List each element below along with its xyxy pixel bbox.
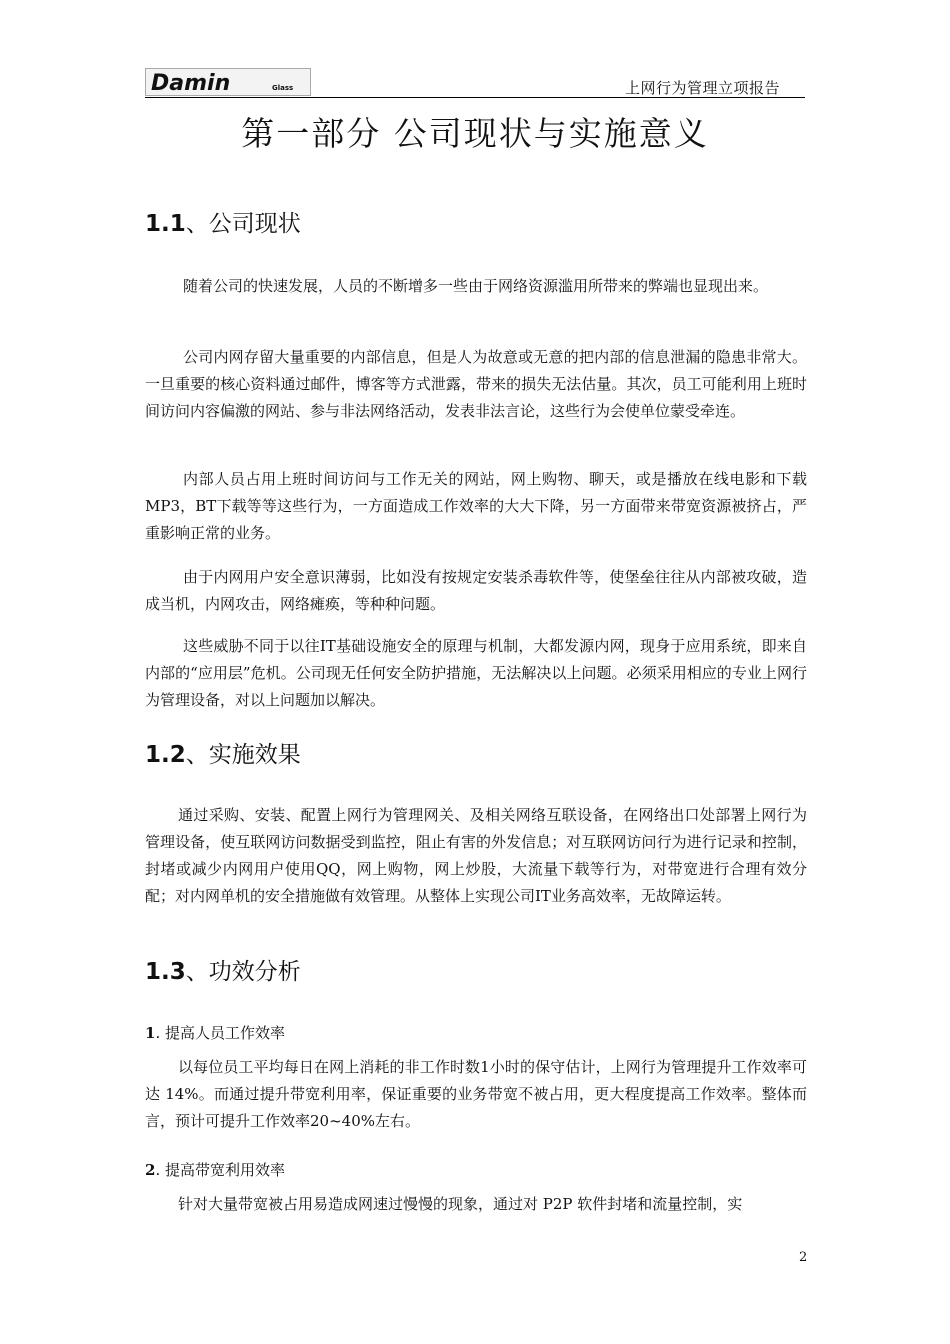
paragraph: 针对大量带宽被占用易造成网速过慢慢的现象，通过对 P2P 软件封堵和流量控制，实 bbox=[178, 1195, 743, 1213]
company-logo bbox=[145, 68, 311, 96]
paragraph: 由于内网用户安全意识薄弱，比如没有按规定安装杀毒软件等，使堡垒往往从内部被攻破，造成当机，内网攻击，网络瘫痪，等种种问题。 bbox=[145, 568, 807, 613]
subheading-1 bbox=[145, 1022, 285, 1043]
part-title: 第一部分 公司现状与实施意义 bbox=[241, 114, 709, 153]
paragraph: 随着公司的快速发展，人员的不断增多一些由于网络资源滥用所带来的弊端也显现出来。 bbox=[183, 277, 769, 295]
section-title: 、实施效果 bbox=[185, 742, 301, 768]
section-heading-1-1 bbox=[145, 205, 301, 238]
section-number: 1.1 bbox=[145, 211, 186, 237]
svg-text:Glass: Glass bbox=[272, 84, 294, 92]
paragraph: 这些威胁不同于以往IT基础设施安全的原理与机制，大都发源内网，现身于应用系统，即来自内部的“应用层”危机。公司现无任何安全防护措施，无法解决以上问题。必须采用相应的专业上网行为管理设备，对以上问题加以解决。 bbox=[145, 637, 807, 709]
section-title: 、公司现状 bbox=[185, 211, 301, 237]
paragraph: 内部人员占用上班时间访问与工作无关的网站，网上购物、聊天，或是播放在线电影和下载MP3，BT下载等等这些行为，一方面造成工作效率的大大下降，另一方面带来带宽资源被挤占，严重影响正常的业务。 bbox=[145, 470, 807, 542]
header-rule bbox=[145, 97, 805, 98]
page-number: 2 bbox=[799, 1250, 808, 1265]
paragraph: 以每位员工平均每日在网上消耗的非工作时数1小时的保守估计，上网行为管理提升工作效率可达 14%。而通过提升带宽利用率，保证重要的业务带宽不被占用，更大程度提高工作效率。整体而言，预计可提升工作效率20~40%左右。 bbox=[145, 1058, 807, 1130]
section-heading-1-3 bbox=[145, 953, 301, 986]
paragraph: 通过采购、安装、配置上网行为管理网关、及相关网络互联设备，在网络出口处部署上网行为管理设备，使互联网访问数据受到监控，阻止有害的外发信息；对互联网访问行为进行记录和控制，封堵或减少内网用户使用QQ，网上购物，网上炒股，大流量下载等行为，对带宽进行合理有效分配；对内网单机的安全措施做有效管理。从整体上实现公司IT业务高效率，无故障运转。 bbox=[145, 806, 807, 905]
section-number: 1.3 bbox=[145, 959, 186, 985]
item-label: . 提高带宽利用效率 bbox=[155, 1161, 285, 1179]
item-number: 1 bbox=[145, 1024, 156, 1042]
item-label: . 提高人员工作效率 bbox=[155, 1024, 285, 1042]
item-number: 2 bbox=[145, 1161, 156, 1179]
section-number: 1.2 bbox=[145, 742, 186, 768]
section-title: 、功效分析 bbox=[185, 959, 301, 985]
subheading-2 bbox=[145, 1159, 285, 1180]
paragraph: 公司内网存留大量重要的内部信息，但是人为故意或无意的把内部的信息泄漏的隐患非常大。一旦重要的核心资料通过邮件，博客等方式泄露，带来的损失无法估量。其次，员工可能利用上班时间访问内容偏激的网站、参与非法网络活动，发表非法言论，这些行为会使单位蒙受牵连。 bbox=[145, 348, 807, 420]
document-header-title: 上网行为管理立项报告 bbox=[624, 79, 780, 97]
damin-logo-icon bbox=[150, 71, 306, 93]
svg-text:Damin: Damin bbox=[151, 71, 231, 93]
section-heading-1-2 bbox=[145, 736, 301, 769]
